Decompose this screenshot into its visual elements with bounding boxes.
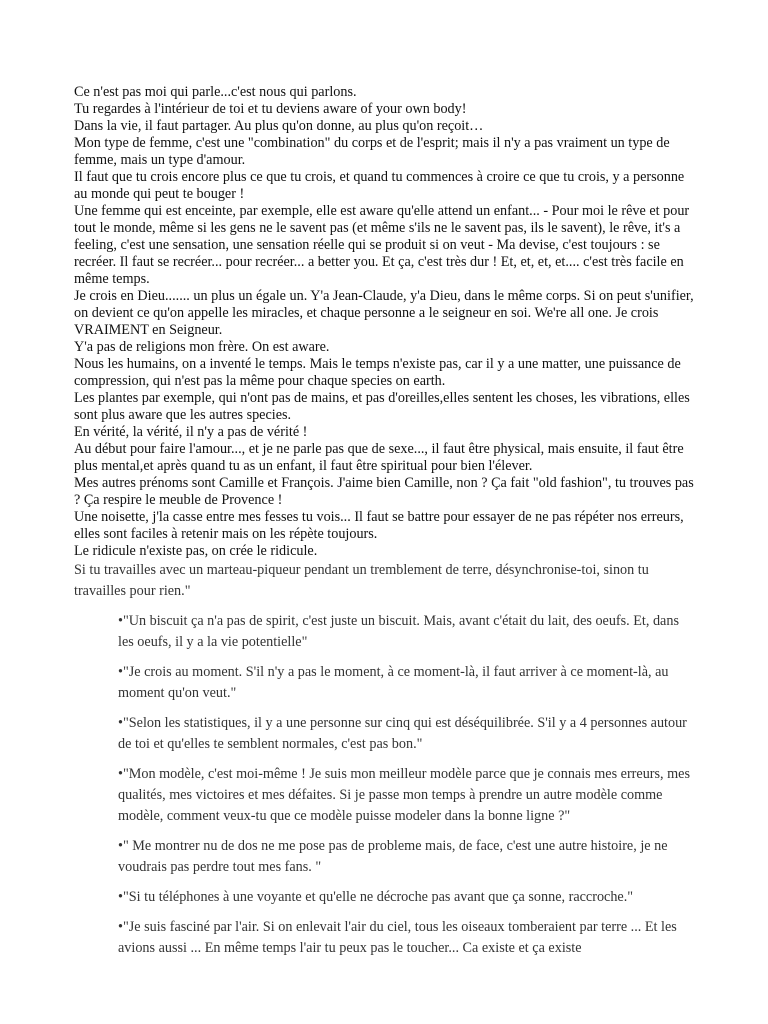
document-page <box>74 84 696 968</box>
paragraph: Une noisette, j'la casse entre mes fesses tu vois... Il faut se battre pour essayer de ne pas répéter nos erreurs, elles sont faciles à retenir mais on les répète toujours. <box>74 509 684 542</box>
list-item: •"Mon modèle, c'est moi-même ! Je suis mon meilleur modèle parce que je connais mes erreurs, mes qualités, mes victoires et mes défaites. Si je passe mon temps à prendre un autre modèle comme modèle, comment veux-tu que ce modèle puisse modeler dans la bonne ligne ?" <box>118 766 690 824</box>
paragraph: Je crois en Dieu....... un plus un égale un. Y'a Jean-Claude, y'a Dieu, dans le même corps. Si on peut s'unifier, on devient ce qu'on appelle les miracles, et chaque personne a le seigneur en soi. We're all one. Je crois VRAIMENT en Seigneur. <box>74 288 694 338</box>
list-item: •"Selon les statistiques, il y a une personne sur cinq qui est déséquilibrée. S'il y a 4 personnes autour de toi et qu'elles te semblent normales, c'est pas bon." <box>118 715 687 752</box>
paragraph: Mon type de femme, c'est une "combination" du corps et de l'esprit; mais il n'y a pas vraiment un type de femme, mais un type d'amour. <box>74 135 670 168</box>
quote-paragraphs <box>74 84 696 560</box>
paragraph: Il faut que tu crois encore plus ce que tu crois, et quand tu commences à croire ce que tu crois, y a personne au monde qui peut te bouger ! <box>74 169 685 202</box>
paragraph: Au début pour faire l'amour..., et je ne parle pas que de sexe..., il faut être physical, mais ensuite, il faut être plus mental,et après quand tu as un enfant, il faut être spiritual pour bien l'élever. <box>74 441 684 474</box>
list-item: •"Je suis fasciné par l'air. Si on enlevait l'air du ciel, tous les oiseaux tomberaient par terre ... Et les avions aussi ... En même temps l'air tu peux pas le toucher... Ca existe et ça existe <box>118 919 677 956</box>
paragraph: Les plantes par exemple, qui n'ont pas de mains, et pas d'oreilles,elles sentent les choses, les vibrations, elles sont plus aware que les autres species. <box>74 390 690 423</box>
paragraph: Une femme qui est enceinte, par exemple, elle est aware qu'elle attend un enfant... - Pour moi le rêve et pour tout le monde, même si les gens ne le savent pas (et même s'ils ne le savent pas, ils le savent), le rêve, it's a feeling, c'est une sensation, une sensation réelle qui se produit si on veut - Ma devise, c'est toujours : se recréer. Il faut se recréer... pour recréer... a better you. Et ça, c'est très dur ! Et, et, et, et.... c'est très facile en même temps. <box>74 203 690 287</box>
paragraph: Nous les humains, on a inventé le temps. Mais le temps n'existe pas, car il y a une matter, une puissance de compression, qui n'est pas la même pour chaque species on earth. <box>74 356 681 389</box>
closing-paragraph: Si tu travailles avec un marteau-piqueur pendant un tremblement de terre, désynchronise-toi, sinon tu travailles pour rien." <box>74 562 649 599</box>
list-item: •"Je crois au moment. S'il n'y a pas le moment, à ce moment-là, il faut arriver à ce moment-là, au moment qu'on veut." <box>118 664 669 701</box>
list-item: •" Me montrer nu de dos ne me pose pas de probleme mais, de face, c'est une autre histoire, je ne voudrais pas perdre tout mes fans. " <box>118 838 668 875</box>
paragraph: Dans la vie, il faut partager. Au plus qu'on donne, au plus qu'on reçoit… <box>74 118 484 134</box>
list-item: •"Un biscuit ça n'a pas de spirit, c'est juste un biscuit. Mais, avant c'était du lait, des oeufs. Et, dans les oeufs, il y a la vie potentielle" <box>118 613 679 650</box>
paragraph: Ce n'est pas moi qui parle...c'est nous qui parlons. <box>74 84 357 100</box>
paragraph: Tu regardes à l'intérieur de toi et tu deviens aware of your own body! <box>74 101 467 117</box>
paragraph: Y'a pas de religions mon frère. On est aware. <box>74 339 330 355</box>
paragraph: Mes autres prénoms sont Camille et François. J'aime bien Camille, non ? Ça fait "old fashion", tu trouves pas ? Ça respire le meuble de Provence ! <box>74 475 694 508</box>
paragraph: En vérité, la vérité, il n'y a pas de vérité ! <box>74 424 308 440</box>
quote-list <box>74 611 696 959</box>
paragraph: Le ridicule n'existe pas, on crée le ridicule. <box>74 543 318 559</box>
list-item: •"Si tu téléphones à une voyante et qu'elle ne décroche pas avant que ça sonne, raccroche." <box>118 889 634 905</box>
